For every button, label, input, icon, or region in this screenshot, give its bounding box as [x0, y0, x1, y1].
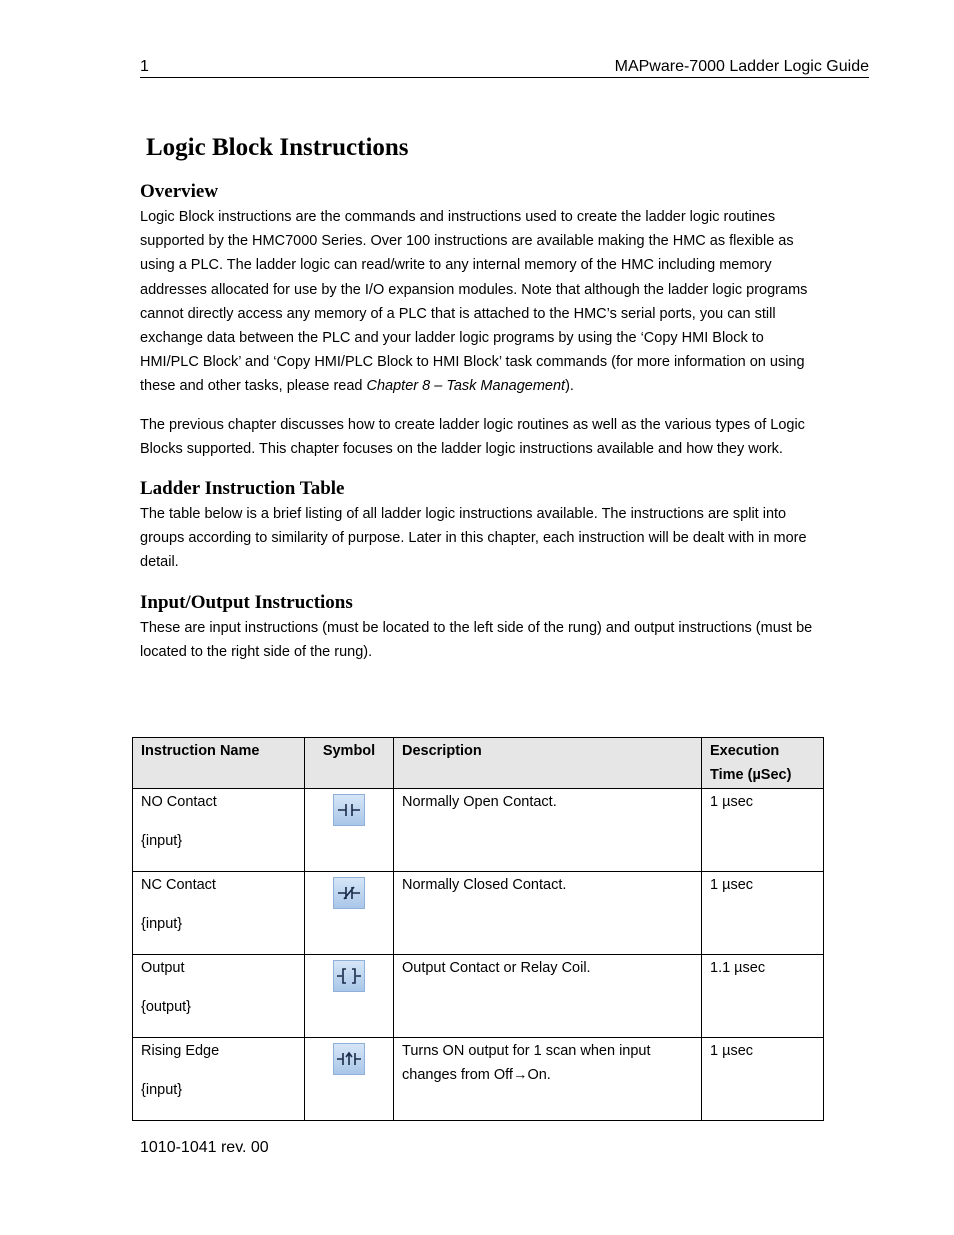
execution-time-cell: 1 µsec — [702, 872, 824, 955]
table-row — [133, 1038, 824, 1121]
execution-time-cell: 1 µsec — [702, 1038, 824, 1121]
rising-edge-icon — [333, 1043, 365, 1075]
instruction-name-cell — [133, 789, 305, 872]
instruction-name-cell — [133, 872, 305, 955]
io-heading: Input/Output Instructions — [140, 591, 353, 613]
header-symbol: Symbol — [305, 738, 394, 789]
description-cell: Normally Closed Contact. — [394, 872, 702, 955]
execution-time-cell: 1.1 µsec — [702, 955, 824, 1038]
instruction-name-cell — [133, 955, 305, 1038]
ladder-table-paragraph: The table below is a brief listing of all ladder logic instructions available. The instructions are split into groups according to similarity of purpose. Later in this chapter, each instruction will be dealt with in more detail. — [140, 506, 807, 571]
page-content — [140, 130, 820, 664]
symbol-cell — [305, 789, 394, 872]
instruction-type: {input} — [141, 833, 183, 849]
table-row — [133, 789, 824, 872]
overview-heading: Overview — [140, 181, 219, 202]
no-contact-icon — [333, 794, 365, 826]
instruction-name: NC Contact — [141, 877, 216, 893]
instruction-type: {output} — [141, 999, 191, 1015]
instruction-name: Rising Edge — [141, 1043, 220, 1059]
instruction-name: Output — [141, 960, 185, 976]
execution-time-cell: 1 µsec — [702, 789, 824, 872]
header-execution-time: Execution Time (µSec) — [702, 738, 824, 789]
instruction-table — [132, 737, 824, 1121]
overview-paragraph-2: The previous chapter discusses how to create ladder logic routines as well as the various types of Logic Blocks supported. This chapter focuses on the ladder logic instructions available and how they work. — [140, 416, 805, 457]
table-row — [133, 955, 824, 1038]
instruction-type: {input} — [141, 916, 183, 932]
symbol-cell — [305, 872, 394, 955]
page-footer: 1010-1041 rev. 00 — [140, 1139, 269, 1156]
instruction-name-cell — [133, 1038, 305, 1121]
description-cell: Turns ON output for 1 scan when input changes from Off→On. — [394, 1038, 702, 1121]
io-paragraph: These are input instructions (must be located to the left side of the rung) and output instructions (must be located to the right side of the rung). — [140, 619, 813, 660]
nc-contact-icon — [333, 877, 365, 909]
description-cell: Output Contact or Relay Coil. — [394, 955, 702, 1038]
header-description: Description — [394, 738, 702, 789]
page-title: Logic Block Instructions — [146, 134, 409, 161]
chapter-reference: Chapter 8 – Task Management — [366, 378, 566, 395]
table-row — [133, 872, 824, 955]
table-header-row — [133, 738, 824, 789]
symbol-cell — [305, 955, 394, 1038]
instruction-name: NO Contact — [141, 794, 217, 810]
page-number: 1 — [140, 58, 149, 75]
overview-paragraph-1: Logic Block instructions are the commands and instructions used to create the ladder logic routines supported by the HMC7000 Series. Over 100 instructions are available making the HMC as flexible as using a PLC. The ladder logic can read/write to any internal memory of the HMC including memory addresses allocated for use by the I/O expansion modules. Note that although the ladder logic programs cannot directly access any memory of a PLC that is attached to the HMC’s serial ports, you can still exchange data between the PLC and your ladder logic programs by using the ‘Copy HMI Block to HMI/PLC Block’ and ‘Copy HMI/PLC Block to HMI Block’ task commands (for more information on using these and other tasks, please read Chapter 8 – Task Management). — [140, 209, 808, 395]
description-cell: Normally Open Contact. — [394, 789, 702, 872]
output-coil-icon — [333, 960, 365, 992]
header-instruction-name: Instruction Name — [133, 738, 305, 789]
symbol-cell — [305, 1038, 394, 1121]
ladder-table-heading: Ladder Instruction Table — [140, 478, 345, 500]
instruction-type: {input} — [141, 1082, 183, 1098]
page-header — [140, 57, 869, 78]
guide-title: MAPware-7000 Ladder Logic Guide — [614, 58, 869, 75]
